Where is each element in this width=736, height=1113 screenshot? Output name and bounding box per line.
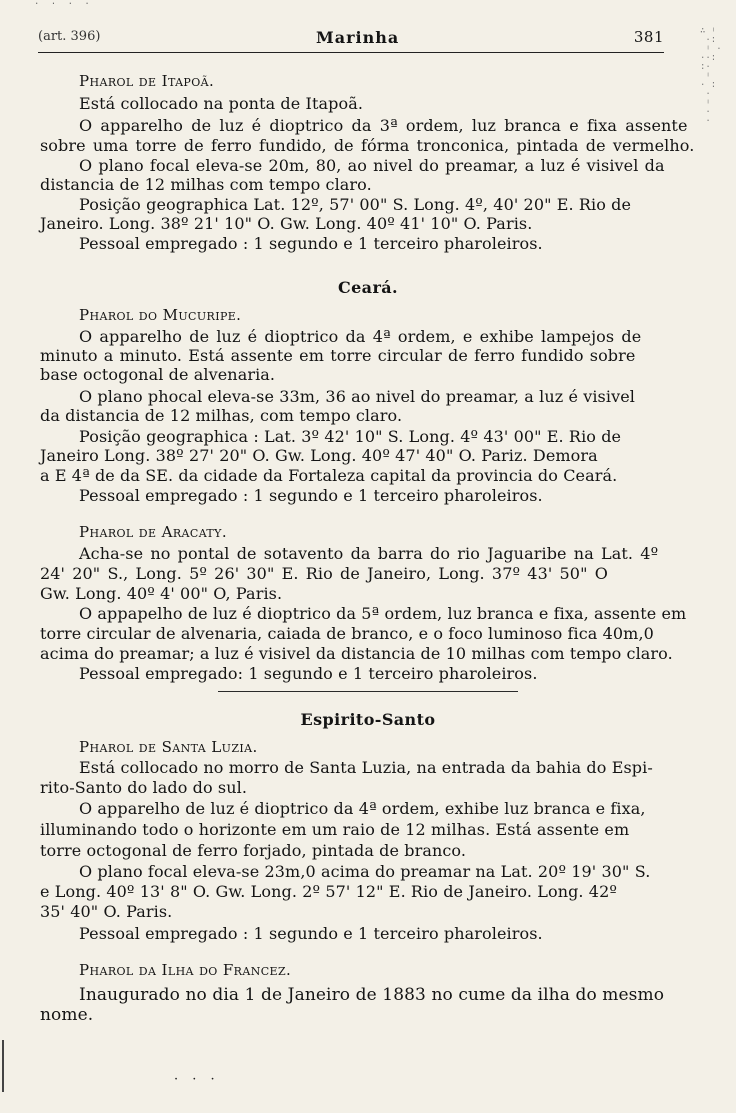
mucuripe-line: Posição geographica : Lat. 3º 42' 10" S. Long. 4º 43' 00" E. Rio de [79, 427, 622, 446]
itapoa-line: Posição geographica Lat. 12º, 57' 00" S. Long. 4º, 40' 20" E. Rio de [79, 195, 632, 214]
itapoa-line: O apparelho de luz é dioptrico da 3ª ordem, luz branca e fixa assente [79, 116, 688, 135]
santa-luzia-line: e Long. 40º 13' 8" O. Gw. Long. 2º 57' 12" E. Rio de Janeiro. Long. 42º [40, 882, 617, 901]
santa-luzia-line: 35' 40" O. Paris. [40, 902, 173, 921]
page-number: 381 [633, 28, 664, 46]
santa-luzia-line: Pessoal empregado : 1 segundo e 1 terceiro pharoleiros. [79, 924, 543, 943]
mucuripe-line: Janeiro Long. 38º 27' 20" O. Gw. Long. 40º 47' 40" O. Pariz. Demora [40, 446, 598, 465]
santa-luzia-line: O apparelho de luz é dioptrico da 4ª ordem, exhibe luz branca e fixa, [79, 799, 646, 818]
itapoa-line: Pessoal empregado : 1 segundo e 1 terceiro pharoleiros. [79, 234, 543, 253]
aracaty-line: torre circular de alvenaria, caiada de branco, e o foco luminoso fica 40m,0 [40, 624, 654, 643]
mucuripe-line: O plano phocal eleva-se 33m, 36 ao nivel do preamar, a luz é visivel [79, 387, 636, 406]
scanned-right-edge-noise: ∴ ᵎ ·: ᵎ · ··: :· ᵎ · : · ᵎ · · [700, 26, 722, 126]
aracaty-line: O appapelho de luz é dioptrico da 5ª ordem, luz branca e fixa, assente em [79, 604, 687, 623]
itapoa-heading: Pharol de Itapoã. [79, 72, 215, 90]
santa-luzia-line: Está collocado no morro de Santa Luzia, na entrada da bahia do Espi- [79, 758, 653, 777]
ilha-do-francez-heading: Pharol da Ilha do Francez. [79, 961, 292, 979]
page-header [38, 25, 664, 53]
aracaty-line: Gw. Long. 40º 4' 00" O, Paris. [40, 584, 283, 603]
itapoa-line: Está collocado na ponta de Itapoã. [79, 94, 364, 113]
santa-luzia-line: O plano focal eleva-se 23m,0 acima do preamar na Lat. 20º 19' 30" S. [79, 862, 651, 881]
aracaty-line: Acha-se no pontal de sotavento da barra do rio Jaguaribe na Lat. 4º [79, 544, 659, 563]
aracaty-line: Pessoal empregado: 1 segundo e 1 terceiro pharoleiros. [79, 664, 538, 683]
mucuripe-line: O apparelho de luz é dioptrico da 4ª ordem, e exhibe lampejos de [79, 327, 642, 346]
espirito-santo-title: Espirito-Santo [300, 710, 436, 729]
aracaty-heading: Pharol de Aracaty. [79, 523, 228, 541]
ceara-title: Ceará. [337, 278, 399, 297]
santa-luzia-line: illuminando todo o horizonte em um raio de 12 milhas. Está assente em [40, 820, 630, 839]
ilha-do-francez-line: Inaugurado no dia 1 de Janeiro de 1883 no cume da ilha do mesmo [79, 985, 665, 1005]
itapoa-line: sobre uma torre de ferro fundido, de fórma tronconica, pintada de vermelho. [40, 136, 695, 155]
santa-luzia-line: torre octogonal de ferro forjado, pintada de branco. [40, 841, 467, 860]
aracaty-line: acima do preamar; a luz é visivel da distancia de 10 milhas com tempo claro. [40, 644, 673, 663]
mucuripe-line: minuto a minuto. Está assente em torre circular de ferro fundido sobre [40, 346, 636, 365]
mucuripe-heading: Pharol do Mucuripe. [79, 306, 242, 324]
itapoa-line: distancia de 12 milhas com tempo claro. [40, 175, 372, 194]
mucuripe-line: Pessoal empregado : 1 segundo e 1 terceiro pharoleiros. [79, 486, 543, 505]
running-title: Marinha [316, 28, 400, 47]
mucuripe-line: da distancia de 12 milhas, com tempo claro. [40, 406, 403, 425]
santa-luzia-heading: Pharol de Santa Luzia. [79, 738, 258, 756]
ilha-do-francez-line: nome. [40, 1005, 94, 1025]
section-divider [218, 691, 518, 692]
itapoa-line: Janeiro. Long. 38º 21' 10" O. Gw. Long. 40º 41' 10" O. Paris. [40, 214, 533, 233]
itapoa-line: O plano focal eleva-se 20m, 80, ao nivel do preamar, a luz é visivel da [79, 156, 665, 175]
santa-luzia-line: rito-Santo do lado do sul. [40, 778, 248, 797]
left-margin-mark [2, 1040, 7, 1092]
mucuripe-line: base octogonal de alvenaria. [40, 365, 276, 384]
mucuripe-line: a E 4ª de da SE. da cidade da Fortaleza capital da provincia do Ceará. [40, 466, 618, 485]
top-edge-marks: · · · · [34, 0, 93, 9]
article-reference: (art. 396) [38, 29, 101, 44]
aracaty-line: 24' 20" S., Long. 5º 26' 30" E. Rio de Janeiro, Long. 37º 43' 50" O [40, 564, 608, 583]
bottom-dots: · · · [174, 1072, 220, 1087]
